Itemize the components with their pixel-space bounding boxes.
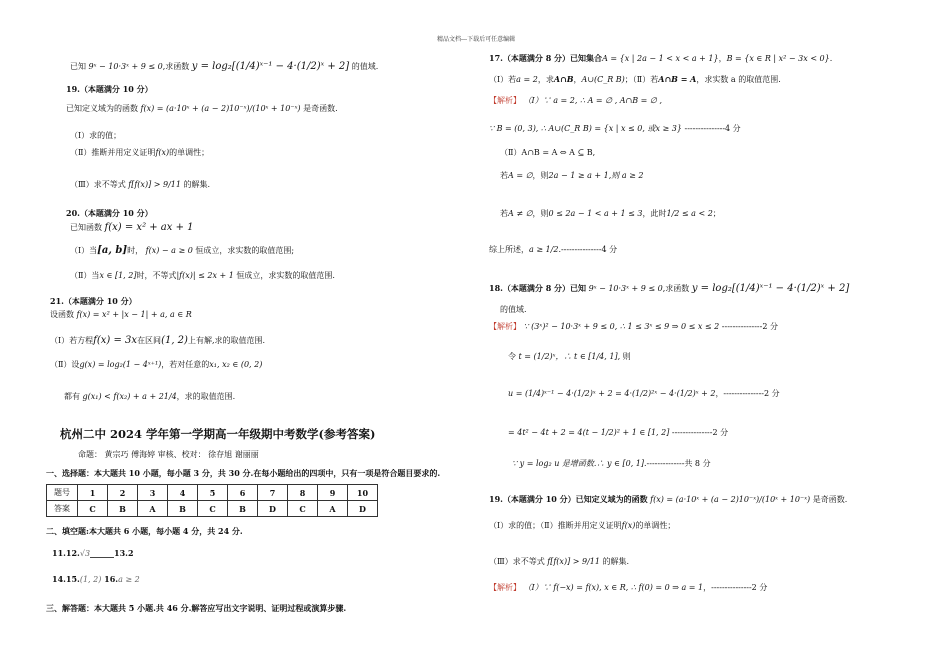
q21-part1 bbox=[50, 335, 265, 348]
q17-solution-4 bbox=[500, 171, 643, 181]
q19-part2 bbox=[70, 148, 209, 158]
table-num: 1 bbox=[78, 485, 108, 501]
table-row bbox=[47, 501, 378, 517]
q17-solution-6 bbox=[489, 245, 617, 255]
q20-part1-mid: 时， bbox=[127, 246, 144, 255]
q18-sol2-lead: 令 bbox=[508, 352, 516, 361]
q21-part2 bbox=[50, 360, 262, 370]
solution-label: 【解析】 bbox=[489, 322, 521, 331]
q19-part3-lead: （Ⅲ）求不等式 bbox=[70, 180, 126, 189]
q20-part1-lead: （Ⅰ）当 bbox=[70, 246, 98, 255]
q19-r-parts-tail: 的单调性； bbox=[635, 521, 676, 530]
table-answer: C bbox=[288, 501, 318, 517]
q18-solution-2 bbox=[508, 352, 631, 362]
q19-r-statement bbox=[489, 494, 847, 505]
q18-sol2-range: ，∴ t ∈ [1/4, 1], bbox=[555, 352, 621, 361]
q19-part3 bbox=[70, 180, 210, 190]
section2-heading: 二、填空题:本大题共 6 小题，每小题 4 分，共 24 分. bbox=[46, 526, 243, 536]
section1-heading: 一、选择题：本大题共 10 小题，每小题 3 分，共 30 分.在每小题给出的四项中，只有一项是符合题目要求的. bbox=[46, 468, 441, 478]
q17-part1-lead: （Ⅰ）若 bbox=[489, 75, 517, 84]
q19-r-function: f(x) = (a·10ˣ + (a − 2)10⁻ˣ)/(10ˣ + 10⁻ˣ) bbox=[650, 495, 811, 504]
q17-sol4-ineq: 2a − 1 ≥ a + 1 bbox=[548, 171, 609, 180]
q20-part2-lead: （Ⅱ）当 bbox=[70, 271, 100, 280]
table-answer: B bbox=[228, 501, 258, 517]
q17-sol4-lead: 若 bbox=[500, 171, 508, 180]
q20-part1-ineq: f(x) − a ≥ 0 bbox=[145, 246, 193, 255]
q19-r-part3-tail: 的解集. bbox=[602, 557, 630, 566]
fill-line-2 bbox=[52, 574, 140, 585]
q17-solution-3: （Ⅱ）A∩B = A ⇔ A ⊆ B, bbox=[500, 148, 596, 157]
table-answer-label: 答案 bbox=[47, 501, 78, 517]
q17-sol6-res: a ≥ 1/2 bbox=[529, 245, 559, 254]
table-num: 6 bbox=[228, 485, 258, 501]
table-answer: A bbox=[138, 501, 168, 517]
q18-sol5-score: --------------共 8 分 bbox=[646, 459, 711, 468]
q17-solution-1 bbox=[489, 96, 662, 106]
table-answer: D bbox=[348, 501, 378, 517]
q17-part1-intersection: A∩B bbox=[553, 74, 574, 84]
table-answer: D bbox=[258, 501, 288, 517]
table-answer: A bbox=[318, 501, 348, 517]
q21-part2-mid: ，若对任意的 bbox=[161, 360, 210, 369]
solution-label: 【解析】 bbox=[489, 96, 521, 105]
q18-suffix: 的值域. bbox=[351, 62, 379, 71]
q19-r-part3-lead: （Ⅲ）求不等式 bbox=[489, 557, 545, 566]
q18-solution-3 bbox=[508, 389, 780, 399]
q21-part2-g: g(x) = log₂(1 − 4ˣ⁺¹) bbox=[79, 360, 162, 369]
q17-part2-lead: ；（Ⅱ）若 bbox=[624, 75, 659, 84]
q18-sol1-score: ---------------2 分 bbox=[721, 322, 778, 331]
q18-r-condition: 9ˣ − 10·3ˣ + 9 ≤ 0 bbox=[588, 284, 663, 293]
q17-part2-cond: A∩B = A bbox=[658, 74, 697, 84]
q19-heading: 19.（本题满分 10 分） bbox=[66, 84, 153, 94]
q17-sol6-lead: 综上所述， bbox=[489, 245, 529, 254]
q17-sol5-mid: ，则 bbox=[532, 209, 549, 218]
q19-r-parts-fx: f(x) bbox=[621, 521, 636, 530]
q19-part3-ineq: f[f(x)] > 9/11 bbox=[128, 180, 181, 189]
q19-function: f(x) = (a·10ˣ + (a − 2)10⁻ˣ)/(10ˣ + 10⁻ˣ) bbox=[140, 104, 301, 113]
q18-sol1: ∵ (3ˣ)² − 10·3ˣ + 9 ≤ 0, ∴ 1 ≤ 3ˣ ≤ 9 ⇒ 0 ≤ x ≤ 2 bbox=[523, 322, 720, 331]
table-row bbox=[47, 485, 378, 501]
q19-r-part3 bbox=[489, 557, 629, 567]
q20-function: f(x) = x² + ax + 1 bbox=[104, 222, 194, 233]
answer-table bbox=[46, 484, 378, 517]
section3-heading: 三、解答题：本大题共 5 小题.共 46 分.解答应写出文字说明、证明过程或演算步骤. bbox=[46, 603, 347, 613]
table-num: 10 bbox=[348, 485, 378, 501]
q21-lead: 设函数 bbox=[50, 310, 74, 319]
q19-part2-fx: f(x) bbox=[155, 148, 170, 157]
q17-solution-2 bbox=[489, 124, 741, 134]
table-answer: C bbox=[78, 501, 108, 517]
q18-r-function: y = log₂[(1/4)ˣ⁻¹ − 4·(1/2)ˣ + 2] bbox=[691, 283, 850, 294]
q17-sol1: （Ⅰ）∵ a = 2, ∴ A = ∅ , A∩B = ∅ , bbox=[523, 96, 662, 105]
q18-solution-4 bbox=[508, 428, 728, 438]
staff-line: 命题： 黄宗巧 傅海婷 审核、校对： 徐存旭 谢丽丽 bbox=[78, 450, 259, 459]
q20-part1-tail: 恒成立，求实数的取值范围; bbox=[195, 246, 295, 255]
table-num: 3 bbox=[138, 485, 168, 501]
q21-cond: g(x₁) < f(x₂) + a + 21/4 bbox=[82, 392, 177, 401]
table-answer: B bbox=[108, 501, 138, 517]
q17-part1-union: A∪(C_R B) bbox=[581, 75, 625, 84]
q17-statement: 17.（本题满分 8 分）已知集合A = {x | 2a − 1 < x < a + 1}，B = {x ∈ R | x² − 3x < 0}. bbox=[489, 53, 833, 63]
q18-statement bbox=[489, 283, 849, 296]
table-num: 8 bbox=[288, 485, 318, 501]
q17-sol4-mid: ，则 bbox=[532, 171, 549, 180]
q17-heading: 17.（本题满分 8 分）已知集合 bbox=[489, 53, 603, 63]
q18-r-mid: ,求函数 bbox=[662, 284, 690, 293]
q19-lead: 已知定义域为的函数 bbox=[66, 104, 138, 113]
q17-sol2: ∵ B = (0, 3), ∴ A∪(C_R B) = {x | x ≤ 0, 或x ≥ 3} bbox=[489, 124, 682, 133]
fill-11-value: √3 bbox=[79, 549, 91, 558]
fill-16: 16. bbox=[104, 574, 119, 584]
q17-sol5-lead: 若 bbox=[500, 209, 508, 218]
q17-solution-5: 若A ≠ ∅，则0 ≤ 2a − 1 < a + 1 ≤ 3，此时1/2 ≤ a < 2； bbox=[500, 209, 721, 218]
fill-14-15: 14.15. bbox=[52, 574, 80, 584]
q18-solution-5 bbox=[512, 459, 711, 469]
q19-r-heading: 19.（本题满分 10 分）已知定义域为的函数 bbox=[489, 494, 648, 504]
q20-part2-ineq: |f(x)| ≤ 2x + 1 bbox=[176, 271, 234, 280]
q20-part1-interval: [a, b] bbox=[97, 245, 128, 256]
q21-part2-lead: （Ⅱ）设 bbox=[50, 360, 80, 369]
q20-heading: 20.（本题满分 10 分） bbox=[66, 208, 153, 218]
q18-solution-1 bbox=[489, 322, 778, 332]
fill-14-value: (1, 2) bbox=[79, 575, 102, 584]
q19-part1: （Ⅰ）求的值； bbox=[70, 131, 122, 140]
q21-part2-condition bbox=[64, 392, 235, 402]
q21-part1-eq: f(x) = 3x bbox=[93, 335, 138, 346]
q21-part1-mid: 在区间 bbox=[137, 336, 162, 345]
q17-part1-a: a = 2 bbox=[516, 75, 538, 84]
q18-sol4-score: ---------------2 分 bbox=[671, 428, 729, 437]
q17-sol5-cond: A ≠ ∅ bbox=[508, 209, 533, 218]
q19-r-parts bbox=[489, 521, 675, 531]
q18-suffix-line: 的值域. bbox=[500, 305, 527, 314]
q17-sol5-res: 1/2 ≤ a < 2 bbox=[666, 209, 713, 218]
q18-sol5: ∵ y = log₂ u 是增函数.∴ y ∈ [0, 1]. bbox=[512, 459, 647, 468]
q17-sol2-score: ---------------4 分 bbox=[684, 124, 741, 133]
table-num: 7 bbox=[258, 485, 288, 501]
q17-set-a: A = {x | 2a − 1 < x < a + 1} bbox=[602, 54, 719, 63]
q17-set-b: B = {x ∈ R | x² − 3x < 0} bbox=[726, 54, 830, 63]
fill-16-value: a ≥ 2 bbox=[118, 575, 140, 584]
q18-sol4: = 4t² − 4t + 2 = 4(t − 1/2)² + 1 ∈ [1, 2] bbox=[508, 428, 670, 437]
q18-mid: ,求函数 bbox=[162, 62, 190, 71]
q18-function: y = log₂[(1/4)ˣ⁻¹ − 4·(1/2)ˣ + 2] bbox=[191, 61, 350, 72]
q19-tail: 是奇函数. bbox=[303, 104, 338, 113]
q18-sol2-t: t = (1/2)ˣ bbox=[518, 352, 556, 361]
q17-sol6-score: .---------------4 分 bbox=[558, 245, 618, 254]
q19-part2-tail: 的单调性； bbox=[169, 148, 210, 157]
table-answer: B bbox=[168, 501, 198, 517]
q20-part2-tail: 恒成立，求实数的取值范围. bbox=[236, 271, 335, 280]
q20-part1 bbox=[70, 245, 294, 258]
q17-part2-tail: ，求实数 a 的取值范围. bbox=[696, 75, 781, 84]
q19-r-parts-lead: （Ⅰ）求的值；（Ⅱ）推断并用定义证明 bbox=[489, 521, 622, 530]
answer-title: 杭州二中 2024 学年第一学期高一年级期中考数学(参考答案) bbox=[60, 427, 376, 441]
q17-sol5-ineq: 0 ≤ 2a − 1 < a + 1 ≤ 3 bbox=[548, 209, 643, 218]
q20-part2 bbox=[70, 271, 335, 281]
q21-part2-x: x₁, x₂ ∈ (0, 2) bbox=[209, 360, 263, 369]
q18-condition: 9ˣ − 10·3ˣ + 9 ≤ 0 bbox=[88, 62, 163, 71]
q20-statement bbox=[70, 222, 194, 235]
q19-statement bbox=[66, 104, 338, 114]
q19-r-part3-ineq: f[f(x)] > 9/11 bbox=[547, 557, 600, 566]
fill-13: 13.2 bbox=[114, 548, 134, 558]
q17-parts: （Ⅰ）若a = 2，求A∩B，A∪(C_R B)；（Ⅱ）若A∩B = A，求实数 a 的取值范围. bbox=[489, 74, 781, 84]
q21-statement bbox=[50, 310, 192, 320]
q20-lead: 已知函数 bbox=[70, 223, 102, 232]
q18-prefix: 已知 bbox=[70, 62, 86, 71]
q18-sol3: u = (1/4)ˣ⁻¹ − 4·(1/2)ˣ + 2 = 4·(1/2)²ˣ − 4·(1/2)ˣ + 2 bbox=[508, 389, 716, 398]
q21-heading: 21.（本题满分 10 分） bbox=[50, 296, 137, 306]
q20-part2-mid: 时，不等式 bbox=[136, 271, 177, 280]
fill-line-1: 11.12.√3______13.2 bbox=[52, 548, 134, 558]
q21-cond-tail: ，求的取值范围. bbox=[176, 392, 236, 401]
page-header: 精品文档---下载后可任意编辑 bbox=[437, 36, 516, 43]
q21-part1-tail: 上有解,求的取值范围. bbox=[187, 336, 266, 345]
q19-r-sol1-score: ，---------------2 分 bbox=[703, 583, 768, 592]
q20-part2-x: x ∈ [1, 2] bbox=[99, 271, 137, 280]
q19-r-tail: 是奇函数. bbox=[812, 495, 848, 504]
q19-part3-tail: 的解集. bbox=[183, 180, 211, 189]
table-answer: C bbox=[198, 501, 228, 517]
q17-sol5-res-lead: ，此时 bbox=[642, 209, 667, 218]
table-header-label: 题号 bbox=[47, 485, 78, 501]
q18-sol3-score: ，---------------2 分 bbox=[715, 389, 780, 398]
q21-part1-interval: (1, 2) bbox=[161, 335, 188, 346]
table-num: 5 bbox=[198, 485, 228, 501]
q18-sol2-tail: 则 bbox=[622, 352, 631, 361]
fill-11-12: 11.12. bbox=[52, 548, 80, 558]
q17-sol4-cond: A = ∅ bbox=[508, 171, 533, 180]
q19-r-sol1: （Ⅰ）∵ f(−x) = f(x), x ∈ R, ∴ f(0) = 0 ⇒ a = 1 bbox=[523, 583, 704, 592]
table-num: 4 bbox=[168, 485, 198, 501]
q17-sol4-res: ,则 a ≥ 2 bbox=[608, 171, 644, 180]
solution-label: 【解析】 bbox=[489, 583, 521, 592]
table-num: 2 bbox=[108, 485, 138, 501]
table-num: 9 bbox=[318, 485, 348, 501]
q17-part1-mid: ，求 bbox=[537, 75, 554, 84]
q21-part1-lead: （Ⅰ）若方程 bbox=[50, 336, 94, 345]
q18-heading: 18.（本题满分 8 分）已知 bbox=[489, 283, 587, 293]
q21-cond-lead: 都有 bbox=[64, 392, 80, 401]
q19-part2-lead: （Ⅱ）推断并用定义证明 bbox=[70, 148, 156, 157]
q21-function: f(x) = x² + |x − 1| + a, a ∈ R bbox=[76, 310, 192, 319]
q19-r-solution-1 bbox=[489, 583, 767, 593]
left-q18-line bbox=[70, 61, 378, 74]
